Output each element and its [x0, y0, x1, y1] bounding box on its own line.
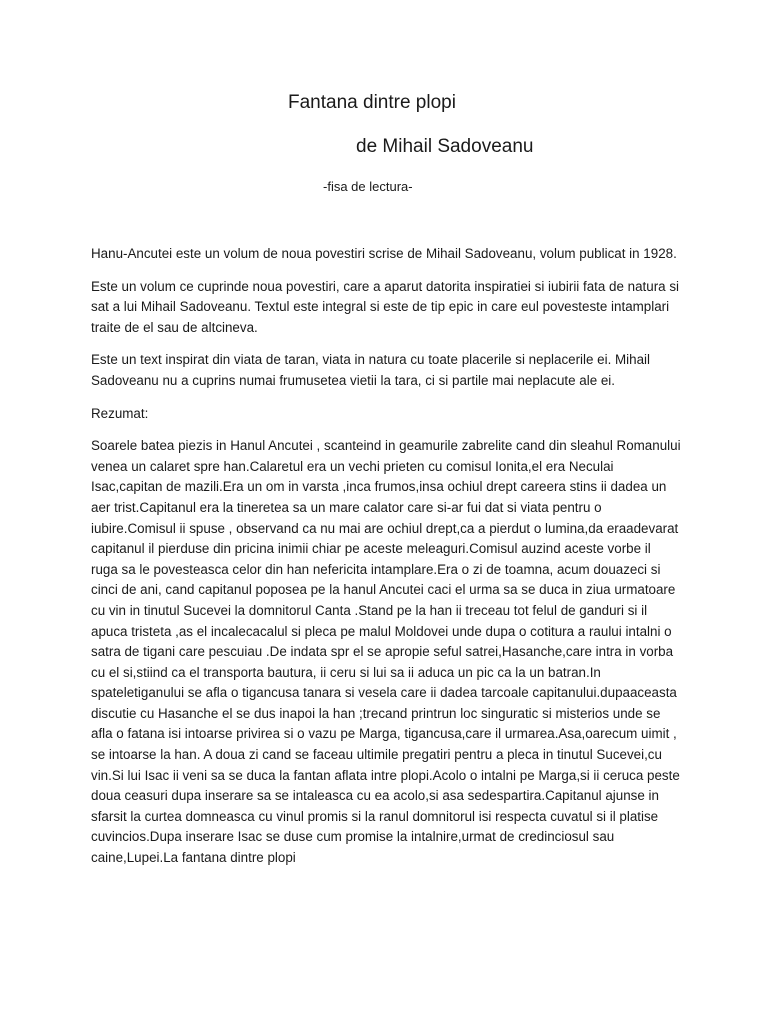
document-body	[91, 244, 681, 869]
paragraph-theme: Este un text inspirat din viata de taran, viata in natura cu toate placerile si neplacerile ei. Mihail Sadoveanu nu a cuprins numai frumusetea vietii la tara, ci si partile mai neplacute ale ei.	[91, 352, 650, 388]
document-subtitle: -fisa de lectura-	[323, 179, 413, 194]
document-author: de Mihail Sadoveanu	[356, 136, 534, 157]
summary-heading: Rezumat:	[91, 405, 149, 421]
document-title: Fantana dintre plopi	[288, 92, 456, 113]
paragraph-volume: Este un volum ce cuprinde noua povestiri, care a aparut datorita inspiratiei si iubirii fata de natura si sat a lui Mihail Sadoveanu. Textul este integral si este de tip epic in care eul povesteste intamplari traite de el sau de altcineva.	[91, 278, 680, 335]
summary-text: Soarele batea piezis in Hanul Ancutei , scanteind in geamurile zabrelite cand din sleahul Romanului venea un calaret spre han.Calaretul era un vechi prieten cu comisul Ionita,el era Neculai Isac,capitan de mazili.Era un om in varsta ,inca frumos,insa ochiul drept careera stins ii dadea un aer trist.Capitanul era la tineretea sa un mare calator care si-ar fui dat si viata pentru o iubire.Comisul ii spuse , observand ca nu mai are ochiul drept,ca a pierdut o lumina,da eraadevarat capitanul il pierduse din pricina inimii chiar pe aceste meleaguri.Comisul auzind aceste vorbe il ruga sa le povesteasca celor din han nefericita intamplare.Era o zi de toamna, acum douazeci si cinci de ani, cand capitanul poposea pe la hanul Ancutei caci el urma sa se duca in ziua urmatoare cu vin in tinutul Sucevei la domnitorul Canta .Stand pe la han ii treceau tot felul de ganduri si il apuca tristeta ,as el incalecacalul si pleca pe malul Moldovei unde dupa o cotitura a raului intalni o satra de tigani care pescuiau .De indata spr el se apropie seful satrei,Hasanche,care intra in vorba cu el si,stiind ca el transporta bautura, ii ceru si lui sa ii aduca un pic ca la un batran.In spateletiganului se afla o tigancusa tanara si vesela care ii dadea tarcoale capitanului.dupaaceasta discutie cu Hasanche el se dus inapoi la han ;trecand printrun loc singuratic si misterios unde se afla o fatana isi intoarse privirea si o vazu pe Marga, tigancusa,care il urmarea.Asa,oarecum uimit , se intoarse la han. A doua zi cand se faceau ultimile pregatiri pentru a pleca in tinutul Sucevei,cu vin.Si lui Isac ii veni sa se duca la fantan aflata intre plopi.Acolo o intalni pe Marga,si ii ceruca peste doua ceasuri dupa inserare sa se intaleasca cu ea acolo,si asa sedespartira.Capitanul ajunse in sfarsit la curtea domneasca cu vinul promis si la ranul domnitorul isi respecta cuvatul si il platise cuvincios.Dupa inserare Isac se duse cum promise la intalnire,urmat de credinciosul sau caine,Lupei.La fantana dintre plopi	[91, 438, 681, 866]
paragraph-intro: Hanu-Ancutei este un volum de noua povestiri scrise de Mihail Sadoveanu, volum publicat in 1928.	[91, 246, 677, 261]
